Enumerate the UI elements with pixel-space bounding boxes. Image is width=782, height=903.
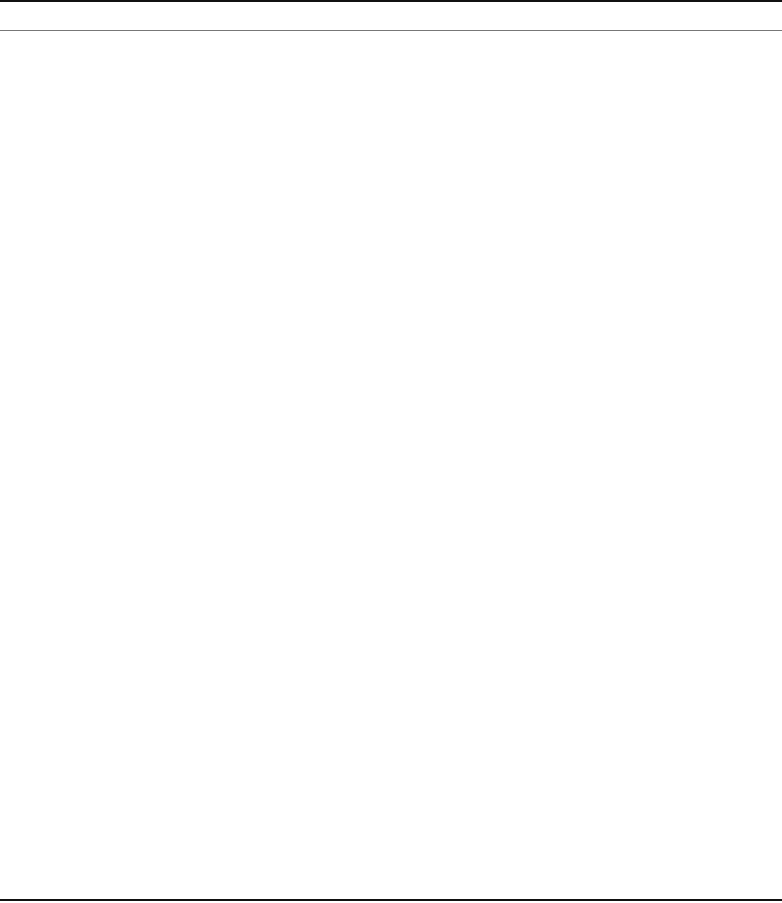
bottom-rule — [0, 899, 782, 901]
table-header — [0, 0, 782, 31]
